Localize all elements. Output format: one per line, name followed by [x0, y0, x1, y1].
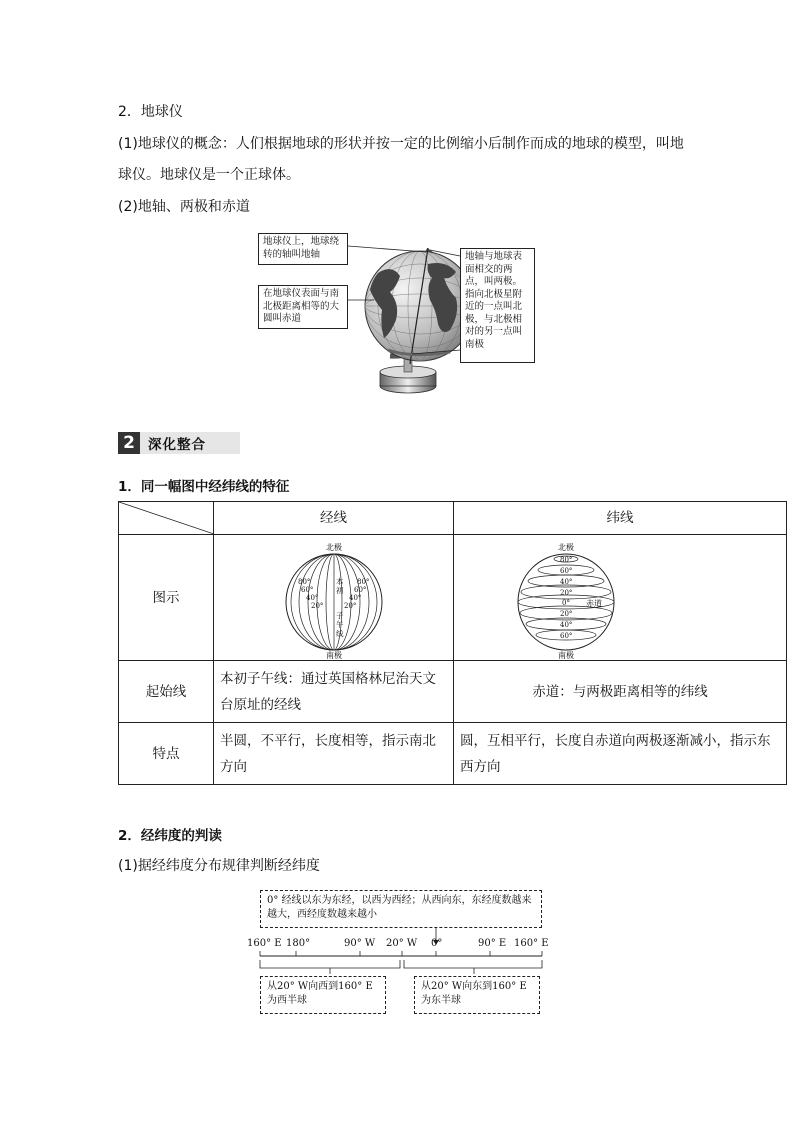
section-number: 2 — [118, 432, 140, 454]
parallel-lat-label: 20° — [560, 588, 573, 597]
lon-tick: 20° W — [386, 938, 418, 949]
lon-tick: 160° E — [247, 938, 282, 949]
meridian-left-label: 60° — [301, 585, 314, 594]
header-parallel: 纬线 — [454, 502, 787, 535]
prime-meridian-char: 线 — [336, 628, 344, 638]
axis-poles-equator-heading: (2)地轴、两极和赤道 — [118, 199, 250, 215]
lonlat-reading-heading: 2．经纬度的判读 — [118, 828, 222, 844]
lon-tick: 180° — [286, 938, 311, 949]
parallel-equator-label: 赤道 — [586, 598, 602, 608]
equator-callout: 在地球仪表面与南北极距离相等的大圆叫赤道 — [258, 285, 348, 329]
section-title: 深化整合 — [140, 432, 240, 454]
western-hemisphere-box: 从20° W向西到160° E为西半球 — [260, 976, 386, 1014]
corner-diagonal — [119, 502, 214, 534]
parallel-lat-label: 20° — [560, 609, 573, 618]
meridian-south-label: 南极 — [326, 650, 342, 660]
parallel-feature: 圆，互相平行，长度自赤道向两极逐渐减小，指示东西方向 — [454, 723, 787, 785]
meridian-left-label: 20° — [311, 601, 324, 610]
meridian-left-label: 40° — [306, 593, 319, 602]
parallel-start-line: 赤道：与两极距离相等的纬线 — [454, 661, 787, 723]
lon-tick: 90° W — [344, 938, 376, 949]
meridian-diagram — [214, 536, 454, 660]
meridian-left-label: 80° — [298, 577, 311, 586]
globe-definition-line1: (1)地球仪的概念：人们根据地球的形状并按一定的比例缩小后制作而成的地球的模型，叫地 — [118, 136, 684, 152]
parallel-diagram — [454, 536, 787, 660]
meridian-start-line: 本初子午线：通过英国格林尼治天文台原址的经线 — [214, 661, 454, 723]
parallel-lat-label: 60° — [560, 566, 573, 575]
prime-meridian-char: 午 — [336, 619, 344, 629]
prime-meridian-char: 初 — [336, 585, 344, 595]
parallel-diagram-cell — [454, 535, 787, 661]
meridian-north-label: 北极 — [326, 542, 342, 552]
globe-definition-line2: 球仪。地球仪是一个正球体。 — [118, 167, 300, 183]
row-label-feature: 特点 — [119, 723, 214, 785]
parallel-lat-label: 60° — [560, 631, 573, 640]
parallel-lat-label: 40° — [560, 577, 573, 586]
globe-heading: 2．地球仪 — [118, 104, 183, 120]
prime-meridian-char: 子 — [336, 610, 344, 620]
parallel-south-label: 南极 — [558, 650, 574, 660]
meridian-diagram-cell — [214, 535, 454, 661]
lon-tick: 90° E — [478, 938, 507, 949]
poles-callout: 地轴与地球表面相交的两点，叫两极。指向北极星附近的一点叫北极，与北极相对的另一点叫南极 — [460, 248, 535, 363]
meridian-parallel-table — [118, 501, 787, 785]
parallel-lat-label: 0° — [562, 598, 570, 607]
prime-meridian-char: 本 — [336, 576, 344, 586]
meridian-right-label: 80° — [357, 577, 370, 586]
meridian-right-label: 20° — [344, 601, 357, 610]
section-header — [118, 432, 240, 454]
globe-figure — [250, 228, 540, 398]
row-label-diagram: 图示 — [119, 535, 214, 661]
meridian-right-label: 60° — [354, 585, 367, 594]
parallel-lat-label: 40° — [560, 620, 573, 629]
axis-leader-line — [348, 246, 426, 252]
longitude-diagram — [247, 890, 550, 1020]
meridian-right-label: 40° — [349, 593, 362, 602]
lon-tick: 160° E — [514, 938, 549, 949]
lonlat-rule-heading: (1)据经纬度分布规律判断经纬度 — [118, 858, 320, 874]
header-meridian: 经线 — [214, 502, 454, 535]
row-label-start-line: 起始线 — [119, 661, 214, 723]
meridian-parallel-heading: 1．同一幅图中经纬线的特征 — [118, 479, 290, 495]
parallel-lat-label: 80° — [560, 555, 573, 564]
lon-tick: 0° — [431, 938, 443, 949]
meridian-feature: 半圆，不平行，长度相等，指示南北方向 — [214, 723, 454, 785]
parallel-north-label: 北极 — [558, 542, 574, 552]
axis-callout: 地球仪上，地球绕转的轴叫地轴 — [258, 233, 348, 265]
longitude-rule-box: 0° 经线以东为东经，以西为西经；从西向东，东经度数越来越大，西经度数越来越小 — [260, 890, 542, 928]
table-corner-cell — [119, 502, 214, 535]
eastern-hemisphere-box: 从20° W向东到160° E为东半球 — [414, 976, 540, 1014]
